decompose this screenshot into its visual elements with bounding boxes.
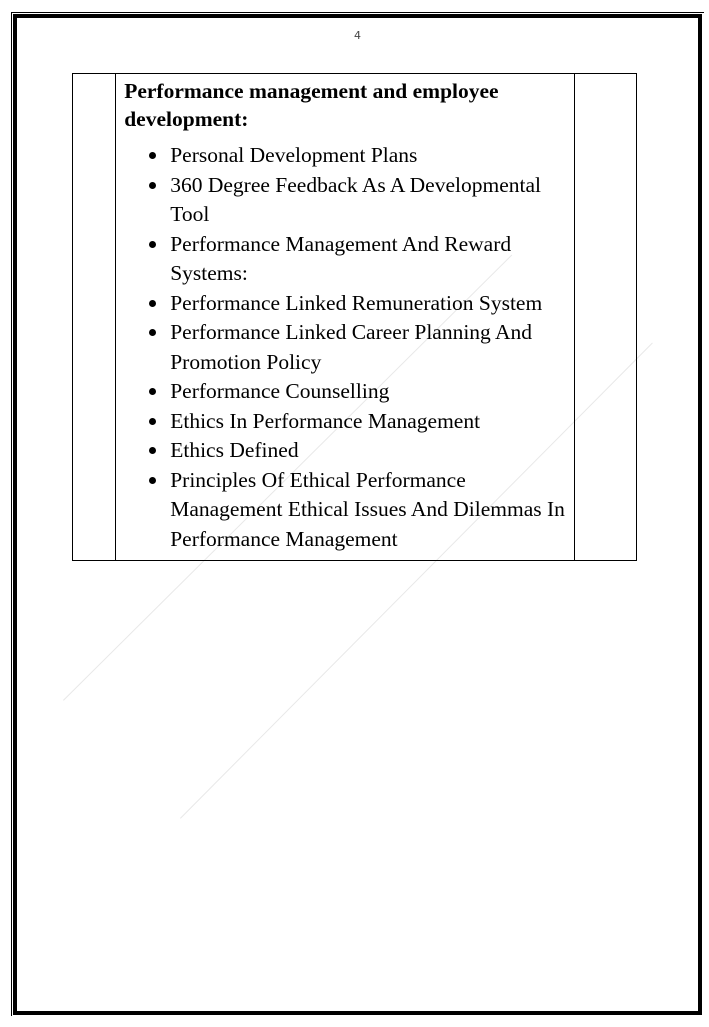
page-number: 4 <box>354 29 361 42</box>
list-item-text: 360 Degree Feedback As A Developmental Tool <box>170 172 541 226</box>
topic-list <box>124 141 567 554</box>
syllabus-table <box>72 73 637 561</box>
list-item <box>124 318 567 377</box>
list-item <box>124 407 567 437</box>
table-cell-right <box>574 74 636 561</box>
bullet-icon <box>149 152 156 159</box>
bullet-icon <box>149 418 156 425</box>
table-cell-left <box>73 74 116 561</box>
bullet-icon <box>149 447 156 454</box>
bullet-icon <box>149 477 156 484</box>
list-item-text: Performance Linked Career Planning And Promotion Policy <box>170 320 533 374</box>
list-item-text: Principles Of Ethical Performance Management Ethical Issues And Dilemmas In Performance Management <box>170 467 565 551</box>
list-item <box>124 377 567 407</box>
list-item-text: Performance Counselling <box>170 379 390 403</box>
list-item <box>124 466 567 555</box>
list-item-text: Ethics In Performance Management <box>170 408 481 433</box>
list-item-text: Ethics Defined <box>170 438 299 462</box>
bullet-icon <box>149 182 156 189</box>
bullet-icon <box>149 329 156 336</box>
list-item <box>124 141 567 171</box>
list-item-text: Performance Management And Reward Systems: <box>170 231 512 285</box>
bullet-icon <box>149 300 156 307</box>
list-item <box>124 230 567 289</box>
table-cell-topic <box>116 74 574 561</box>
list-item-text: Performance Linked Remuneration System <box>170 290 543 315</box>
page-border-outer-left <box>11 12 12 1016</box>
page-border-outer-top <box>11 12 704 13</box>
topic-heading: Performance management and employee development: <box>124 79 499 131</box>
bullet-icon <box>149 241 156 248</box>
list-item-text: Personal Development Plans <box>170 143 418 167</box>
list-item <box>124 171 567 230</box>
bullet-icon <box>149 388 156 395</box>
list-item <box>124 436 567 466</box>
table-row <box>73 74 637 561</box>
list-item <box>124 289 567 319</box>
